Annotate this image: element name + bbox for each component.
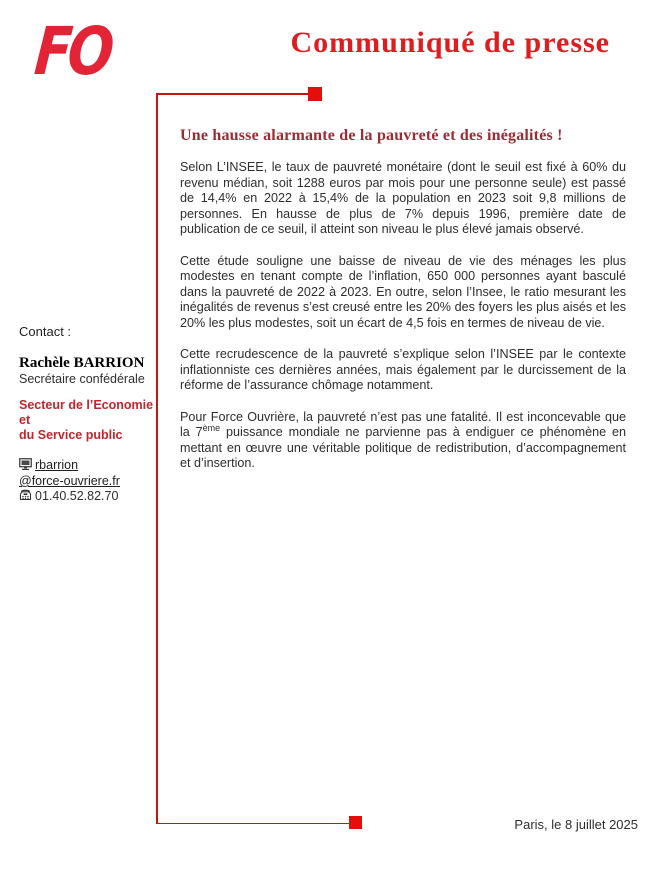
paragraph-causes: Cette recrudescence de la pauvreté s’explique selon l’INSEE par le contexte inflationniste ces dernières années, mais également par le durcissement de la réforme de l’assurance chômage notamment.	[180, 347, 626, 393]
frame-bottom-square	[349, 816, 362, 829]
frame-top-line	[156, 93, 314, 95]
paragraph-fo-position	[180, 410, 626, 472]
paragraph-4-text-end: puissance mondiale ne parvienne pas à endiguer ce phénomène en mettant en œuvre une véritable politique de redistribution, d’accompagnement et d’insertion.	[180, 425, 626, 471]
fo-logo: FO	[31, 13, 114, 90]
article-body	[180, 126, 626, 487]
phone-number: 01.40.52.82.70	[35, 489, 119, 503]
contact-email-line-1[interactable]	[19, 458, 167, 474]
frame-top-square	[308, 87, 322, 101]
paragraph-study-inequality: Cette étude souligne une baisse de niveau de vie des ménages les plus modestes en tenant compte de l’inflation, 650 000 personnes ayant basculé dans la pauvreté de 2022 à 2023. En outre, selon l’Insee, le ratio mesurant les inégalités de revenus s’est creusé entre les 20% des foyers les plus aisés et les 20% les plus modestes, soit un écart de 4,5 fois en termes de niveau de vie.	[180, 253, 626, 330]
contact-sector	[19, 398, 167, 443]
telephone-icon	[19, 489, 32, 505]
paragraph-insee-poverty-rate: Selon L’INSEE, le taux de pauvreté monétaire (dont le seuil est fixé à 60% du revenu médian, soit 1288 euros par mois pour une personne seule) est passé de 14,4% en 2022 à 15,4% de la population en 2023 soit 9,8 millions de personnes. En hausse de plus de 7% depuis 1996, première date de publication de ce seuil, il atteint son niveau le plus élevé jamais observé.	[180, 160, 626, 237]
contact-label: Contact :	[19, 324, 72, 339]
dateline: Paris, le 8 juillet 2025	[514, 817, 638, 832]
email-domain[interactable]: @force-ouvriere.fr	[19, 474, 120, 488]
contact-name: Rachèle BARRION	[19, 355, 145, 371]
contact-sector-line-2: du Service public	[19, 428, 123, 442]
frame-bottom-line	[156, 823, 352, 825]
masthead-title: Communiqué de presse	[290, 26, 610, 59]
contact-phone-line	[19, 489, 167, 505]
paragraph-4-superscript: ème	[202, 422, 221, 433]
paragraph-4-text-start: Pour Force Ouvrière, la pauvreté n’est pas une fatalité. Il est inconcevable que la 7	[180, 409, 626, 440]
article-headline: Une hausse alarmante de la pauvreté et des inégalités !	[180, 127, 563, 144]
contact-role: Secrétaire confédérale	[19, 372, 145, 386]
contact-links	[19, 458, 167, 505]
computer-monitor-icon	[19, 458, 32, 474]
contact-sector-line-1: Secteur de l’Economie et	[19, 398, 154, 427]
contact-sidebar	[19, 324, 167, 505]
email-user[interactable]: rbarrion	[35, 458, 79, 472]
